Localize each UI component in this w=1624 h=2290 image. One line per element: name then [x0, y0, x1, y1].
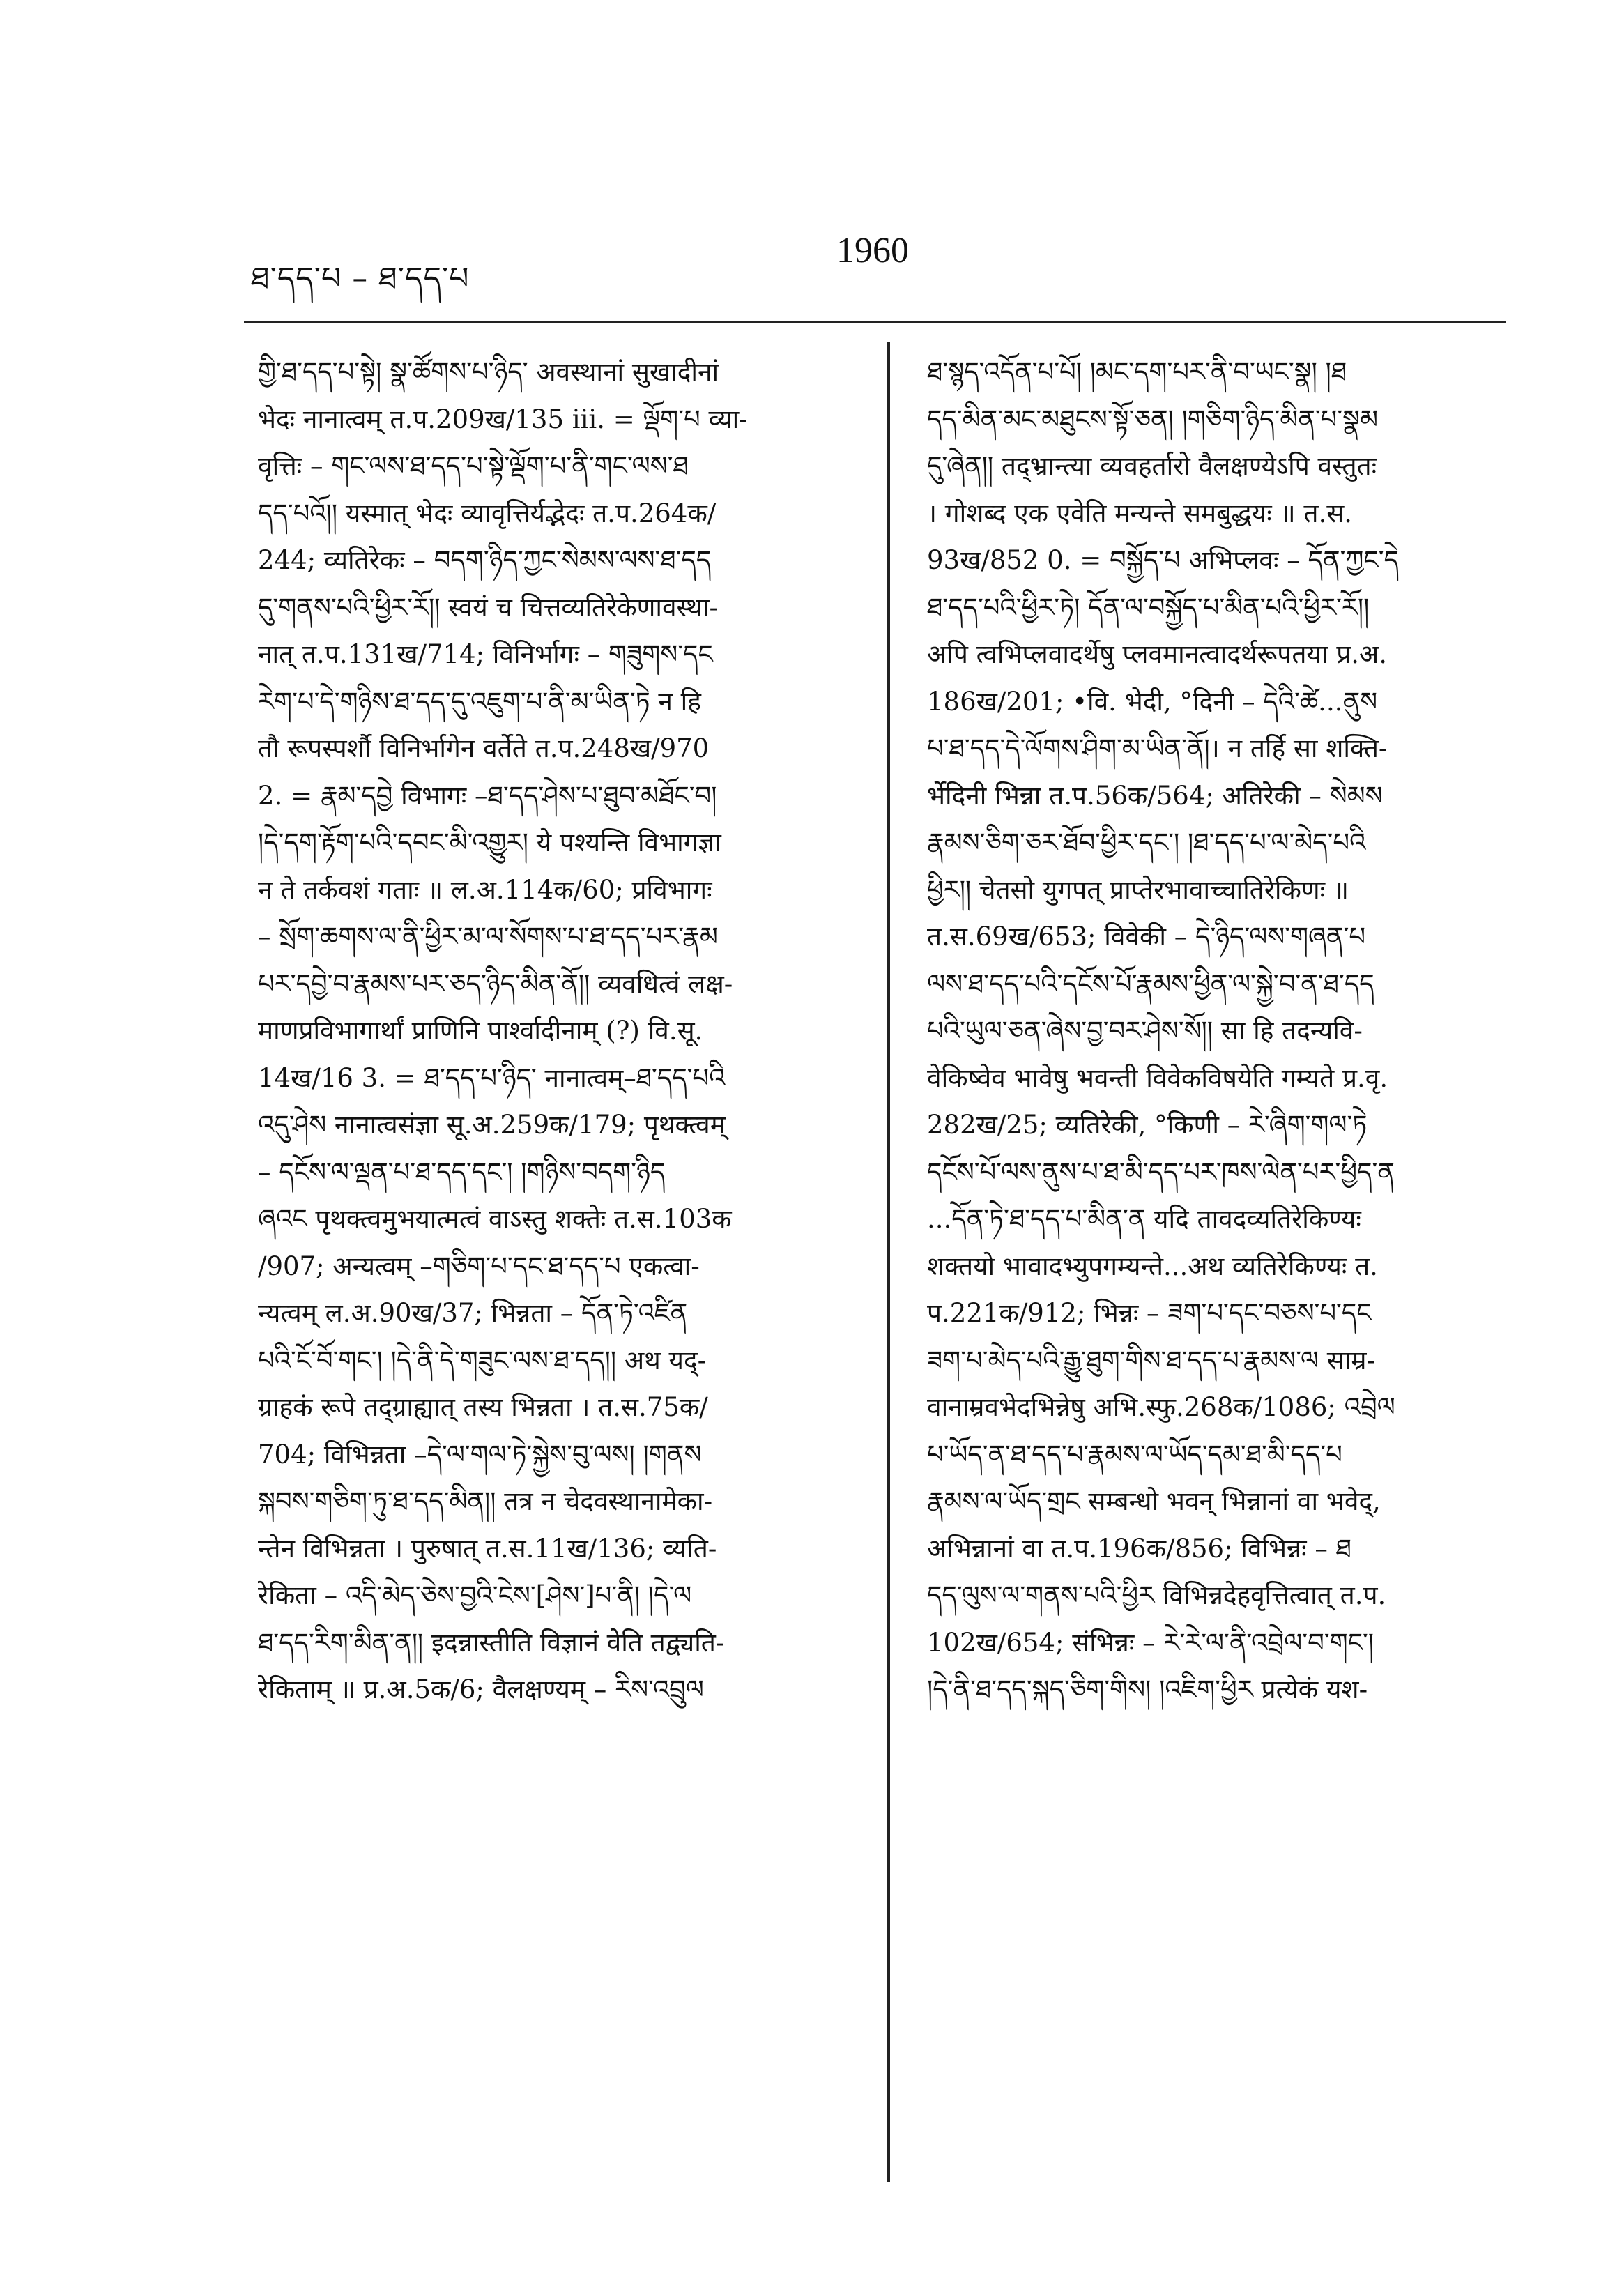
text-line: པར་དབྱེ་བ་རྣམས་པར་ཅད་ཉིད་མིན་ནོ།། व्यवधित्वं लक्ष-: [258, 968, 733, 999]
text-line: ཐ་སྙད་འདོན་པ་པོ། །མང་དག་པར་ནི་བ་ཡང་སྣ། །ཐ: [927, 357, 1347, 387]
header-rule: [244, 321, 1506, 323]
text-line: དད་མིན་མང་མཐུངས་སྟོ་ཅན། །གཅིག་ཉིད་མིན་པ་སྣམ: [927, 404, 1379, 434]
text-line: नात् त.प.131ख/714; विनिर्भागः – གཟུགས་དང: [258, 639, 713, 669]
text-line: तौ रूपस्पर्शौ विनिर्भागेन वर्तेते त.प.248ख/970: [258, 733, 710, 763]
text-line: འདུ་ཤེས नानात्वसंज्ञा सू.अ.259क/179; पृथक्त्वम्: [258, 1110, 726, 1140]
text-line: न्यत्वम् ल.अ.90ख/37; भिन्नता – དོན་ཏེ་འཛིན: [258, 1298, 688, 1328]
text-line: །དེ་ནི་ཐ་དད་སྐད་ཅིག་གིས། །འཇིག་ཕྱིར प्रत्येकं यश-: [927, 1674, 1368, 1704]
text-line: དད་པའོ།། यस्मात् भेदः व्यावृत्तिर्यद्भेदः त.प.264क/: [258, 498, 717, 528]
text-line: ग्राहकं रूपे तद्ग्राह्यात् तस्य भिन्नता । त.स.75क/: [258, 1392, 708, 1422]
text-line: – སྲོག་ཆགས་ལ་ནི་ཕྱིར་མ་ལ་སོགས་པ་ཐ་དད་པར་རྣམ: [258, 922, 718, 952]
text-line: 14ख/16 3. = ཐ་དད་པ་ཉིད་ नानात्वम्–ཐ་དད་པའི: [258, 1062, 726, 1093]
text-line: པ་ཡོད་ན་ཐ་དད་པ་རྣམས་ལ་ཡོད་དམ་ཐ་མི་དད་པ: [927, 1439, 1342, 1470]
text-line: न ते तर्कवशं गताः ॥ ल.अ.114क/60; प्रविभागः: [258, 874, 712, 905]
text-line: 93ख/852 0. = བསྐྱོད་པ अभिप्लवः – དོན་ཀྱང་དེ: [927, 545, 1399, 575]
text-line: – དངོས་ལ་ལྡན་པ་ཐ་དད་དང་། །གཉིས་བདག་ཉིད: [258, 1157, 666, 1187]
text-line: དད་ལུས་ལ་གནས་པའི་ཕྱིར विभिन्नदेहवृत्तित्वात् त.प.: [927, 1580, 1386, 1610]
text-line: ...དོན་ཏེ་ཐ་དད་པ་མིན་ན यदि तावदव्यतिरेकिण्यः: [927, 1204, 1361, 1234]
text-line: ལས་ཐ་དད་པའི་དངོས་པོ་རྣམས་ཕྱིན་ལ་སྐྱེ་བ་ན་ཐ་དད: [927, 968, 1374, 999]
text-line: वेकिष्वेव भावेषु भवन्ती विवेकविषयेति गम्यते प्र.वृ.: [927, 1062, 1388, 1093]
text-line: /907; अन्यत्वम् –གཅིག་པ་དང་ཐ་དད་པ एकत्वा-: [258, 1251, 700, 1281]
text-line: སྐབས་གཅིག་ཏུ་ཐ་དད་མིན།། तत्र न चेदवस्थानामेका-: [258, 1486, 713, 1516]
text-line: प.221क/912; भिन्नः – ཟག་པ་དང་བཅས་པ་དང: [927, 1298, 1372, 1328]
text-line: त.स.69ख/653; विवेकी – དེ་ཉིད་ལས་གཞན་པ: [927, 922, 1366, 952]
text-line: 186ख/201; •वि. भेदी, °दिनी – དེའི་ཚེ...ནུས: [927, 686, 1378, 717]
text-line: ཟག་པ་མེད་པའི་རྒྱུ་ཐུག་གིས་ཐ་དད་པ་རྣམས་ལ साम्र-: [927, 1345, 1376, 1375]
text-line: རྣམས་ཅིག་ཅར་ཐོབ་ཕྱིར་དང་། །ཐ་དད་པ་ལ་མེད་པའི: [927, 827, 1366, 857]
running-head: ཐ་དད་པ – ཐ་དད་པ: [251, 261, 470, 296]
text-line: དངོས་པོ་ལས་ནུས་པ་ཐ་མི་དད་པར་ཁས་ལེན་པར་ཕྱིད་ན: [927, 1157, 1395, 1187]
text-line: 282ख/25; व्यतिरेकी, °किणी – རེ་ཞིག་གལ་ཏེ: [927, 1110, 1368, 1140]
text-line: अपि त्वभिप्लवादर्थेषु प्लवमानत्वादर्थरूपतया प्र.अ.: [927, 639, 1388, 669]
text-line: 2. = རྣམ་དབྱེ विभागः –ཐ་དད་ཤེས་པ་ཐུབ་མཐོང་བ།: [258, 780, 717, 811]
text-line: वानाम्रवभेदभिन्नेषु अभि.स्फु.268क/1086; འབྲེལ: [927, 1392, 1395, 1422]
right-column: [927, 349, 1526, 1713]
text-line: शक्तयो भावादभ्युपगम्यन्ते...अथ व्यतिरेकिण्यः त.: [927, 1251, 1378, 1281]
text-line: གྱི་ཐ་དད་པ་སྟེ། སྣ་ཚོགས་པ་ཉིད་ अवस्थानां सुखादीनां: [258, 357, 719, 387]
text-line: དུ་ཞེན།། तद्भ्रान्त्या व्यवहर्तारो वैलक्षण्येऽपि वस्तुतः: [927, 451, 1377, 481]
text-line: ཕྱིར།། चेतसो युगपत् प्राप्तेरभावाच्चातिरेकिणः ॥: [927, 874, 1349, 905]
text-line: । गोशब्द एक एवेति मन्यन्ते समबुद्धयः ॥ त.स.: [927, 498, 1353, 528]
text-line: པའི་ཡུལ་ཅན་ཞེས་བྱ་བར་ཤེས་སོ།། सा हि तदन्यवि-: [927, 1016, 1363, 1046]
text-line: 244; व्यतिरेकः – བདག་ཉིད་ཀྱང་སེམས་ལས་ཐ་དད: [258, 545, 712, 575]
text-line: 102ख/654; संभिन्नः – རེ་རེ་ལ་ནི་འབྲེལ་བ་གང་།: [927, 1627, 1374, 1658]
text-line: ཞའང पृथक्त्वमुभयात्मत्वं वाऽस्तु शक्तेः त.स.103क: [258, 1204, 732, 1234]
page-number: 1960: [836, 231, 909, 270]
text-line: རེག་པ་དེ་གཉིས་ཐ་དད་དུ་འཇུག་པ་ནི་མ་ཡིན་ཏེ न हि: [258, 686, 701, 717]
text-line: अभिन्नानां वा त.प.196क/856; विभिन्नः – ཐ: [927, 1533, 1351, 1564]
text-line: न्तेन विभिन्नता । पुरुषात् त.स.11ख/136; व्यति-: [258, 1533, 717, 1564]
text-line: र्भेदिनी भिन्ना त.प.56क/564; अतिरेकी – སེམས: [927, 780, 1383, 811]
column-divider: [887, 342, 890, 2182]
text-line: भेदः नानात्वम् त.प.209ख/135 iii. = ལྡོག་པ व्या-: [258, 404, 748, 434]
text-line: माणप्रविभागार्थां प्राणिनि पार्श्वादीनाम् (?) वि.सू.: [258, 1016, 703, 1046]
text-line: रेकिताम् ॥ प्र.अ.5क/6; वैलक्षण्यम् – རིས་འབྲུལ: [258, 1674, 704, 1704]
text-line: པ་ཐ་དད་དེ་ལོགས་ཤིག་མ་ཡིན་ནོ།। न तर्हि सा शक्ति-: [927, 733, 1388, 763]
text-line: ཐ་དད་རིག་མིན་ན།། इदन्नास्तीति विज्ञानं वेति तद्व्यति-: [258, 1627, 725, 1658]
text-line: 704; विभिन्नता –དེ་ལ་གལ་ཏེ་སྐྱེས་བུ་ལས། །གནས: [258, 1439, 702, 1470]
text-line: པའི་ངོ་བོ་གང་། །དེ་ནི་དེ་གཟུང་ལས་ཐ་དད།། अथ यद्-: [258, 1345, 707, 1375]
text-line: །དེ་དག་རྟོག་པའི་དབང་མི་འགྱུར། ये पश्यन्ति विभागज्ञा: [258, 827, 721, 857]
text-line: རྣམས་ལ་ཡོད་གྲང सम्बन्धो भवन् भिन्नानां वा भवेद्,: [927, 1486, 1381, 1516]
text-line: ཐ་དད་པའི་ཕྱིར་ཏེ། དོན་ལ་བསྐྱོད་པ་མིན་པའི་ཕྱིར་རོ།།: [927, 592, 1370, 623]
left-column: [258, 349, 857, 1713]
text-line: रेकिता – འདི་མེད་ཅེས་བྱའི་ངེས་[ཤེས་]པ་ནི། །དེ་ལ: [258, 1580, 692, 1610]
text-line: वृत्तिः – གང་ལས་ཐ་དད་པ་སྟེ་ལྡོག་པ་ནི་གང་ལས་ཐ: [258, 451, 689, 481]
text-line: དུ་གནས་པའི་ཕྱིར་རོ།། स्वयं च चित्तव्यतिरेकेणावस्था-: [258, 592, 718, 623]
